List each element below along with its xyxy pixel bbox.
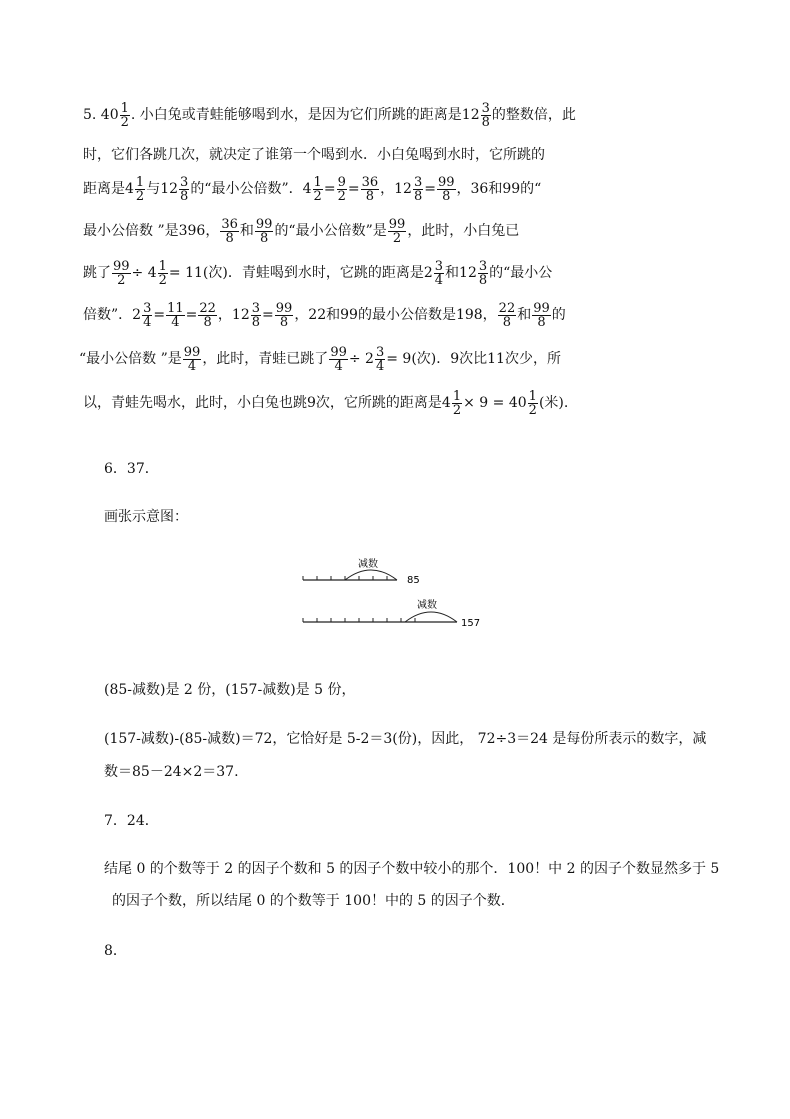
fraction: $\frac{3}{8}$: [481, 100, 490, 130]
p7-line-1: 结尾 0 的个数等于 2 的因子个数和 5 的因子个数中较小的那个．100！中 2 的因子个数显然多于 5: [104, 861, 720, 877]
p5-line-3: 距离是4 $\frac{1}{2}$ 与12 $\frac{3}{8}$ 的“最小公倍数”．4 $\frac{1}{2}$ = $\frac{9}{2}$ = $\frac{36}{8}$ ，12 $\frac{3}{8}$ = $\frac{99}{8}$ ，36和99的“: [83, 174, 542, 204]
p5-line-8: 以，青蛙先喝水，此时，小白兔也跳9次，它所跳的距离是4 $\frac{1}{2}$ × 9 = 40 $\frac{1}{2}$ (米).: [83, 388, 569, 418]
fraction: $\frac{99}{2}$: [113, 258, 130, 288]
fraction: $\frac{1}{2}$: [528, 388, 537, 418]
diagram-label-top: 减数: [358, 559, 378, 570]
fraction: $\frac{3}{4}$: [434, 258, 444, 288]
p5-line-5: 跳了 $\frac{99}{2}$ ÷ 4 $\frac{1}{2}$ = 11(次)．青蛙喝到水时，它跳的距离是2 $\frac{3}{4}$ 和12 $\frac{3}{8}$ 的“最小公: [83, 258, 553, 288]
segment-diagram: [295, 552, 495, 632]
fraction: $\frac{1}{2}$: [313, 174, 322, 204]
fraction: $\frac{99}{8}$: [437, 174, 455, 204]
p6-answer: 6．37．: [104, 461, 159, 477]
fraction: $\frac{3}{8}$: [180, 174, 189, 204]
fraction: $\frac{3}{8}$: [413, 174, 423, 204]
fraction: $\frac{99}{4}$: [183, 344, 201, 374]
p5-line-4: 最小公倍数 ”是396， $\frac{36}{8}$ 和 $\frac{99}{8}$ 的“最小公倍数”是 $\frac{99}{2}$ ，此时，小白兔已: [83, 216, 520, 246]
fraction: $\frac{3}{4}$: [375, 344, 385, 374]
fraction: $\frac{22}{8}$: [498, 300, 516, 330]
fraction: $\frac{99}{8}$: [533, 300, 550, 330]
p6-line-1: (85-减数)是 2 份，(157-减数)是 5 份，: [104, 682, 356, 698]
fraction: $\frac{1}{2}$: [452, 388, 462, 418]
fraction: $\frac{3}{4}$: [143, 300, 152, 330]
p8-answer: 8．: [104, 943, 127, 959]
p5-line-7: “最小公倍数 ”是 $\frac{99}{4}$ ，此时，青蛙已跳了 $\frac{99}{4}$ ÷ 2 $\frac{3}{4}$ = 9(次)．9次比11次少，所: [79, 344, 561, 374]
fraction: $\frac{22}{8}$: [199, 300, 216, 330]
p5-line-6: 倍数”．2 $\frac{3}{4}$ = $\frac{11}{4}$ = $\frac{22}{8}$ ，12 $\frac{3}{8}$ = $\frac{99}{8}$ ，22和99的最小公倍数是198， $\frac{22}{8}$ 和 $\frac{99}{8}$ 的: [83, 300, 566, 330]
fraction: $\frac{1}{2}$: [158, 258, 167, 288]
fraction: $\frac{99}{8}$: [275, 300, 293, 330]
diagram-value-bottom: 157: [461, 618, 481, 629]
fraction: $\frac{99}{4}$: [330, 344, 347, 374]
fraction: $\frac{9}{2}$: [337, 174, 346, 204]
p6-line-3: 数＝85－24×2＝37.: [104, 764, 239, 780]
fraction: $\frac{3}{8}$: [478, 258, 488, 288]
fraction: $\frac{36}{8}$: [361, 174, 379, 204]
fraction: $\frac{3}{8}$: [251, 300, 261, 330]
fraction: $\frac{1}{2}$: [135, 174, 145, 204]
fraction: $\frac{99}{2}$: [388, 216, 406, 246]
fraction: $\frac{99}{8}$: [255, 216, 273, 246]
diagram-label-bottom: 减数: [417, 600, 437, 611]
fraction: $\frac{11}{4}$: [167, 300, 184, 330]
fraction: $\frac{36}{8}$: [221, 216, 238, 246]
fraction: $\frac{1}{2}$: [120, 100, 129, 130]
p5-line-2: 时，它们各跳几次，就决定了谁第一个喝到水．小白兔喝到水时，它所跳的: [83, 147, 545, 163]
p5-line-1: 5. 40 $\frac{1}{2}$ . 小白兔或青蛙能够喝到水，是因为它们所跳的距离是12 $\frac{3}{8}$ 的整数倍，此: [83, 100, 576, 130]
diagram-value-top: 85: [407, 575, 420, 586]
p6-draw-prompt: 画张示意图：: [104, 509, 188, 525]
p7-answer: 7．24．: [104, 813, 159, 829]
p7-line-2: 的因子个数，所以结尾 0 的个数等于 100！中的 5 的因子个数．: [112, 893, 515, 909]
p6-line-2: (157-减数)-(85-减数)＝72，它恰好是 5-2＝3(份)，因此， 72÷3＝24 是每份所表示的数字，减: [104, 731, 707, 747]
